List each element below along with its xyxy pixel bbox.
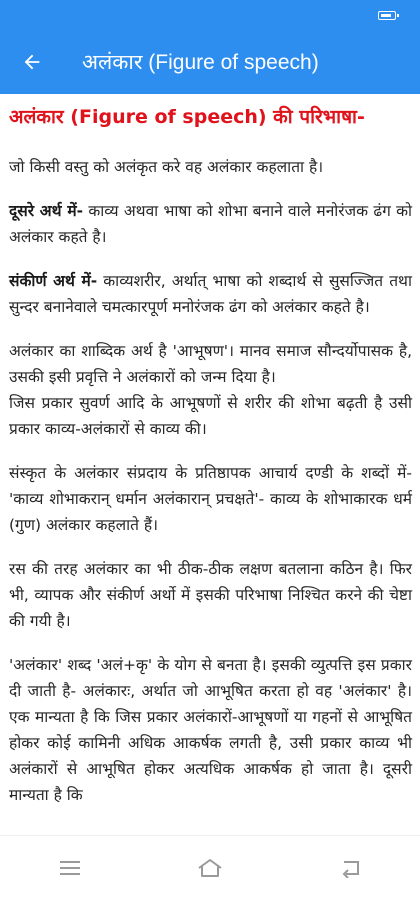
page-heading: अलंकार (Figure of speech) की परिभाषा-: [9, 106, 365, 128]
article-content[interactable]: [0, 94, 420, 836]
arrow-back-icon: [21, 51, 43, 73]
home-icon: [196, 857, 224, 879]
paragraph-3-label: संकीर्ण अर्थ में-: [9, 272, 98, 290]
paragraph-4-text: अलंकार का शाब्दिक अर्थ है 'आभूषण'। मानव समाज सौन्दर्योपासक है, उसकी इसी प्रवृत्ति ने अलंकारों को जन्म दिया है।: [9, 342, 412, 386]
back-button[interactable]: [0, 30, 64, 94]
paragraph-2: [9, 198, 412, 250]
back-nav-button[interactable]: [320, 848, 380, 888]
paragraph-2-label: दूसरे अर्थ में-: [9, 202, 84, 220]
paragraph-2-text: काव्य अथवा भाषा को शोभा बनाने वाले मनोरंजक ढंग को अलंकार कहते है।: [9, 202, 413, 246]
paragraph-1: जो किसी वस्तु को अलंकृत करे वह अलंकार कहलाता है।: [9, 158, 324, 176]
battery-icon: [378, 11, 396, 20]
back-nav-icon: [338, 858, 362, 878]
app-bar: [0, 30, 420, 94]
menu-icon: [59, 860, 81, 876]
status-bar: [0, 0, 420, 30]
paragraph-6: रस की तरह अलंकार का भी ठीक-ठीक लक्षण बतलाना कठिन है। फिर भी, व्यापक और संकीर्ण अर्थो में इसकी परिभाषा निश्चित करने की चेष्टा की गयी है।: [9, 560, 412, 630]
paragraph-4: [9, 338, 412, 442]
paragraph-3: [9, 268, 412, 320]
paragraph-5: संस्कृत के अलंकार संप्रदाय के प्रतिष्ठापक आचार्य दण्डी के शब्दों में- 'काव्य शोभाकरान् धर्मान अलंकारान् प्रचक्षते'- काव्य के शोभाकारक धर्म (गुण) अलंकार कहलाते हैं।: [9, 464, 412, 534]
home-nav-button[interactable]: [180, 848, 240, 888]
app-title: अलंकार (Figure of speech): [82, 51, 319, 74]
menu-nav-button[interactable]: [40, 848, 100, 888]
paragraph-3-text: काव्यशरीर, अर्थात् भाषा को शब्दार्थ से सुसज्जित तथा सुन्दर बनानेवाले चमत्कारपूर्ण मनोरंजक ढंग को अलंकार कहते है।: [9, 272, 412, 316]
paragraph-7: 'अलंकार' शब्द 'अलं+कृ' के योग से बनता है। इसकी व्युत्पत्ति इस प्रकार दी जाती है- अलंकारः, अर्थात जो आभूषित करता हो वह 'अलंकार' है। एक मान्यता है कि जिस प्रकार अलंकारों-आभूषणों या गहनों से आभूषित होकर कोई कामिनी अधिक आकर्षक लगती है, उसी प्रकार काव्य भी अलंकारों से आभूषित होकर अत्यधिक आकर्षक हो जाता है। दूसरी मान्यता है कि: [9, 656, 412, 804]
system-nav-bar: [0, 835, 420, 900]
paragraph-4b-text: जिस प्रकार सुवर्ण आदि के आभूषणों से शरीर की शोभा बढ़ती है उसी प्रकार काव्य-अलंकारों से काव्य की।: [9, 394, 412, 438]
